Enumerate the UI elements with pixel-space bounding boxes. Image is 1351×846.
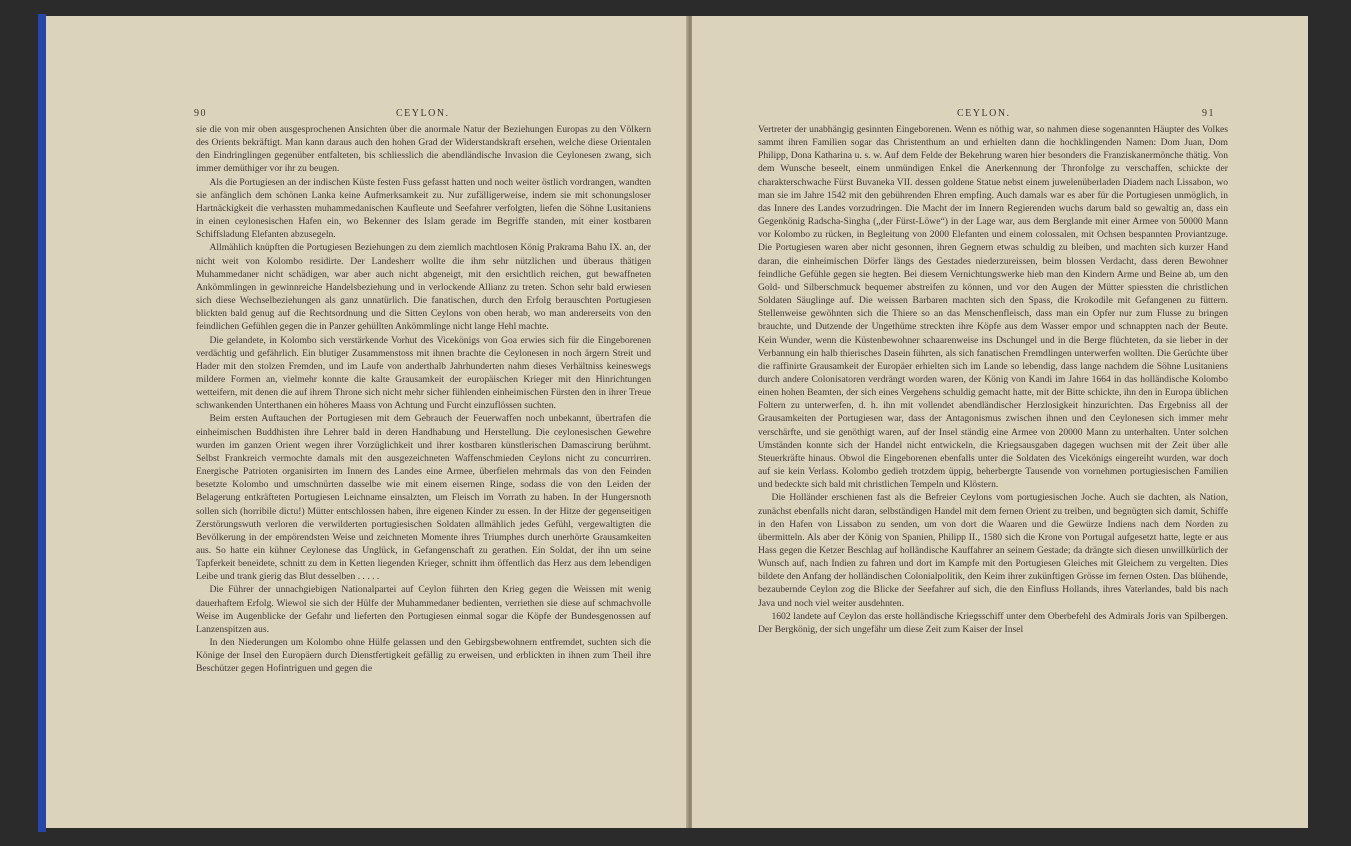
paragraph: Die Holländer erschienen fast als die Befreier Ceylons vom portugiesischen Joche. Auch sie dachten, als Nation, zunächst ebenfalls nicht daran, selbständigen Handel mit dem fernen Orient zu treiben, und begnügten sich damit, Schiffe in den Hafen von Lissabon zu senden, um von dort die Waaren und die Gewürze Indiens nach dem Norden zu übermitteln. Als aber der König von Spanien, Philipp II., 1580 sich die Krone von Portugal aufgesetzt hatte, legte er aus Hass gegen die Ketzer Beschlag auf holländische Kauffahrer an seinem Gestade; da drängte sich diesen unwillkürlich der Wunsch auf, nach Indien zu fahren und dort im Kampfe mit den Portugiesen Gleiches mit Gleichem zu vergelten. Dies bildete den Anfang der holländischen Colonialpolitik, den Keim ihrer zukünftigen Grösse im fernen Osten. Das blühende, bezaubernde Ceylon zog die Blicke der Seefahrer auf sich, die den Einfluss Hollands, ihres Vaterlandes, bald bis nach Java und noch viel weiter ausdehnten.	[758, 492, 1228, 609]
right-page	[692, 16, 1308, 828]
paragraph: In den Niederungen um Kolombo ohne Hülfe gelassen und den Gebirgsbewohnern entfremdet, suchten sich die Könige der Insel den Europäern durch Dienstfertigkeit gefällig zu erweisen, und erblickten in ihnen zum Theil ihre Beschützer gegen Hofintriguen und gegen die	[196, 637, 651, 675]
left-page	[46, 16, 688, 828]
paragraph: Beim ersten Auftauchen der Portugiesen mit dem Gebrauch der Feuerwaffen noch unbekannt, übertrafen die einheimischen Buddhisten ihre Lehrer bald in deren Handhabung und Herstellung. Die ceylonesischen Gewehre wurden im ganzen Orient wegen ihrer Vorzüglichkeit und ihrer kostbaren künstlerischen Damascirung berühmt. Selbst Frankreich vermochte damals mit den ausgezeichneten Waffenschmieden Ceylons nicht zu concurriren. Energische Patrioten organisirten im Innern des Landes eine Armee, überfielen mehrmals das von den Feinden besetzte Kolombo und umschnürten dasselbe wie mit einem eisernen Ringe, sodass die von den Leiden der Belagerung entkräfteten Portugiesen Leichname einsalzten, um Fleisch im Vorrath zu haben. In der Hungersnoth sollen sich (horribile dictu!) Mütter entschlossen haben, ihre eigenen Kinder zu essen. In der Hitze der gegenseitigen Zerstörungswuth verloren die verwilderten portugiesischen Soldaten allmählich jedes Gefühl, vergewaltigten die Bevölkerung in der empörendsten Weise und zeichneten Momente ihres Triumphes durch unerhörte Grausamkeiten aus. So hatte ein kühner Ceylonese das Unglück, in Gefangenschaft zu gerathen. Ein Soldat, der ihn um seine Tapferkeit beneidete, schnitt zu dem in Ketten liegenden Krieger, schnitt ihm öffentlich das Herz aus dem lebendigen Leibe und trank gierig das Blut desselben . . . . .	[196, 413, 651, 583]
page-number: 90	[194, 108, 207, 119]
paragraph: Die Führer der unnachgiebigen Nationalpartei auf Ceylon führten den Krieg gegen die Weissen mit wenig dauerhaftem Erfolg. Wiewol sie sich der Hülfe der Muhammedaner bedienten, verriethen sie diese auf schmachvolle Weise im Augenblicke der Gefahr und lieferten den Portugiesen einmal sogar die Köpfe der Bundesgenossen auf Lanzenspitzen aus.	[196, 584, 651, 635]
page-number: 91	[1202, 108, 1215, 119]
paragraph: 1602 landete auf Ceylon das erste holländische Kriegsschiff unter dem Oberbefehl des Admirals Joris van Spilbergen. Der Bergkönig, der sich ungefähr um diese Zeit zum Kaiser der Insel	[758, 610, 1228, 635]
right-page-body	[758, 123, 1228, 636]
book-cover-edge	[38, 14, 46, 832]
running-head: CEYLON.	[396, 108, 450, 119]
left-page-body	[196, 123, 651, 676]
paragraph: Vertreter der unabhängig gesinnten Eingeborenen. Wenn es nöthig war, so nahmen diese sogenannten Häupter des Volkes sammt ihren Familien sogar das Christenthum an und erhielten dann die hochklingenden Namen: Dom Juan, Dom Philipp, Dona Katharina u. s. w. Auf dem Felde der Bekehrung waren hier besonders die Franziskanermönche thätig. Von dem Wunsche beseelt, einem unmündigen Enkel die Anerkennung der Thronfolge zu verschaffen, schickte der charakterschwache Fürst Buvaneka VII. dessen goldene Statue nebst einem juwelenüberladen Diadem nach Lissabon, wo man sie im Jahre 1542 mit den gebührenden Ehren empfing. Auch damals war es aber für die Portugiesen unmöglich, in das Innere des Landes vorzudringen. Die Macht der im Innern Regierenden wuchs darum bald so gewaltig an, dass ein Gegenkönig Radscha-Singha („der Fürst-Löwe“) in der Lage war, aus dem Berglande mit einer Armee von 50000 Mann vor Kolombo zu rücken, in Begleitung von 2000 Elefanten und einem colossalen, mit Ochsen bespannten Proviantzuge. Die Portugiesen waren aber nicht gesonnen, ihren Gegnern etwas schuldig zu bleiben, und machten sich kurzer Hand daran, die einheimischen Dörfer längs des Gestades niederzureissen, beim blossen Verdacht, dass deren Bewohner feindliche Gefühle gegen sie hegten. Bei diesem Vernichtungswerke hieb man den Kindern Arme und Beine ab, um den Gold- und Silberschmuck bequemer abstreifen zu können, und vor den Augen der Mütter spiessten die christlichen Soldaten Säuglinge auf. Die weissen Barbaren machten sich den Spass, die Krokodile mit Gefangenen zu füttern. Stellenweise gewöhnten sich die Thiere so an das Menschenfleisch, dass man ein Opfer nur zum Flusse zu bringen brauchte, und Dutzende der Ungethüme streckten ihre Köpfe aus dem Wasser empor und schnappten nach der Beute. Kein Wunder, wenn die Küstenbewohner schaarenweise ins Dschungel und in die Berge flüchteten, da sie lieber in der Verbannung ein halb thierisches Dasein führten, als sich fanatischen Fremdlingen unterwerfen wollten. Die Gerüchte über die raffinirte Grausamkeit der Europäer erhielten sich im Lande so lebendig, dass lange nachdem die Söhne Lusitaniens durch andere Colonisatoren verdrängt worden waren, der König von Kandi im Jahre 1664 in das holländische Kolombo einen hohen Beamten, der sich eines Vergehens schuldig gemacht hatte, mit der Bitte schickte, ihn den in Europa üblichen Foltern zu unterwerfen, d. h. ihn mit vollendet abendländischer Herzlosigkeit hinzurichten. Das Ergebniss all der Grausamkeiten der Portugiesen war, dass der Antagonismus zwischen ihnen und den Ceylonesen sich immer mehr verschärfte, und sie genöthigt waren, auf der Insel ständig eine Armee von 20000 Mann zu unterhalten. Unter solchen Umständen konnte sich der Handel nicht entwickeln, die Kriegsausgaben dagegen wuchsen mit der Zeit über alle Steuerkräfte hinaus. Obwol die Eingeborenen ebenfalls unter die Soldaten des Vicekönigs eingereiht wurden, war doch auf sie kein Verlass. Kolombo gedieh trotzdem üppig, beherbergte Tausende von vornehmen portugiesischen Familien und bedeckte sich bald mit christlichen Tempeln und Klöstern.	[758, 124, 1228, 491]
paragraph: sie die von mir oben ausgesprochenen Ansichten über die anormale Natur der Beziehungen Europas zu den Völkern des Orients bekräftigt. Man kann daraus auch den hohen Grad der Widerstandskraft ersehen, welche diese Orientalen den Eindringlingen gegenüber entfalteten, bis schliesslich die abendländische Invasion die Ceylonesen zwang, sich immer demüthiger vor ihr zu beugen.	[196, 124, 651, 175]
paragraph: Allmählich knüpften die Portugiesen Beziehungen zu dem ziemlich machtlosen König Prakrama Bahu IX. an, der nicht weit von Kolombo residirte. Der Landesherr wollte die ihm sehr nützlichen und überaus thätigen Muhammedaner nicht schädigen, war aber auch nicht abgeneigt, mit den ersichtlich reichen, gut bewaffneten Ankömmlingen in gewinnreiche Handelsbeziehung und in verlockende Allianz zu treten. Schon sehr bald erwiesen sich diese Wechselbeziehungen als ganz unnatürlich. Die fanatischen, durch den Erfolg berauschten Portugiesen blickten bald genug auf die Rechtsordnung und die Sitten Ceylons von oben herab, wo man andererseits von den feindlichen Gefühlen gegen die in Panzer gehüllten Ankömmlinge nicht lange Hehl machte.	[196, 242, 651, 333]
running-head: CEYLON.	[957, 108, 1011, 119]
paragraph: Als die Portugiesen an der indischen Küste festen Fuss gefasst hatten und noch weiter östlich vordrangen, wandten sie anfänglich dem schönen Lanka keine Aufmerksamkeit zu. Nur zufälligerweise, indem sie mit schonungsloser Hartnäckigkeit die verhassten muhammedanischen Kaufleute und Seefahrer verfolgten, liefen die Söhne Lusitaniens in einen ceylonesischen Hafen ein, wo Bekenner des Islam gerade im Begriffe standen, mit einer kostbaren Schiffsladung Elefanten abzusegeln.	[196, 176, 651, 241]
paragraph: Die gelandete, in Kolombo sich verstärkende Vorhut des Vicekönigs von Goa erwies sich für die Eingeborenen verdächtig und gefährlich. Ein blutiger Zusammenstoss mit ihnen brachte die Ceylonesen in noch ärgern Streit und Hader mit den stolzen Fremden, und im Laufe von anderthalb Jahrhunderten nahm dieses Verhältniss keineswegs mildere Formen an, vielmehr konnte die kalte Grausamkeit der europäischen Krieger mit den Hinrichtungen wetteifern, mit denen die auf ihrem Throne sich nicht mehr sicher fühlenden einheimischen Fürsten den in ihrer Treue schwankenden Unterthanen ein höheres Maass von Achtung und Furcht einzuflössen suchten.	[196, 334, 651, 412]
